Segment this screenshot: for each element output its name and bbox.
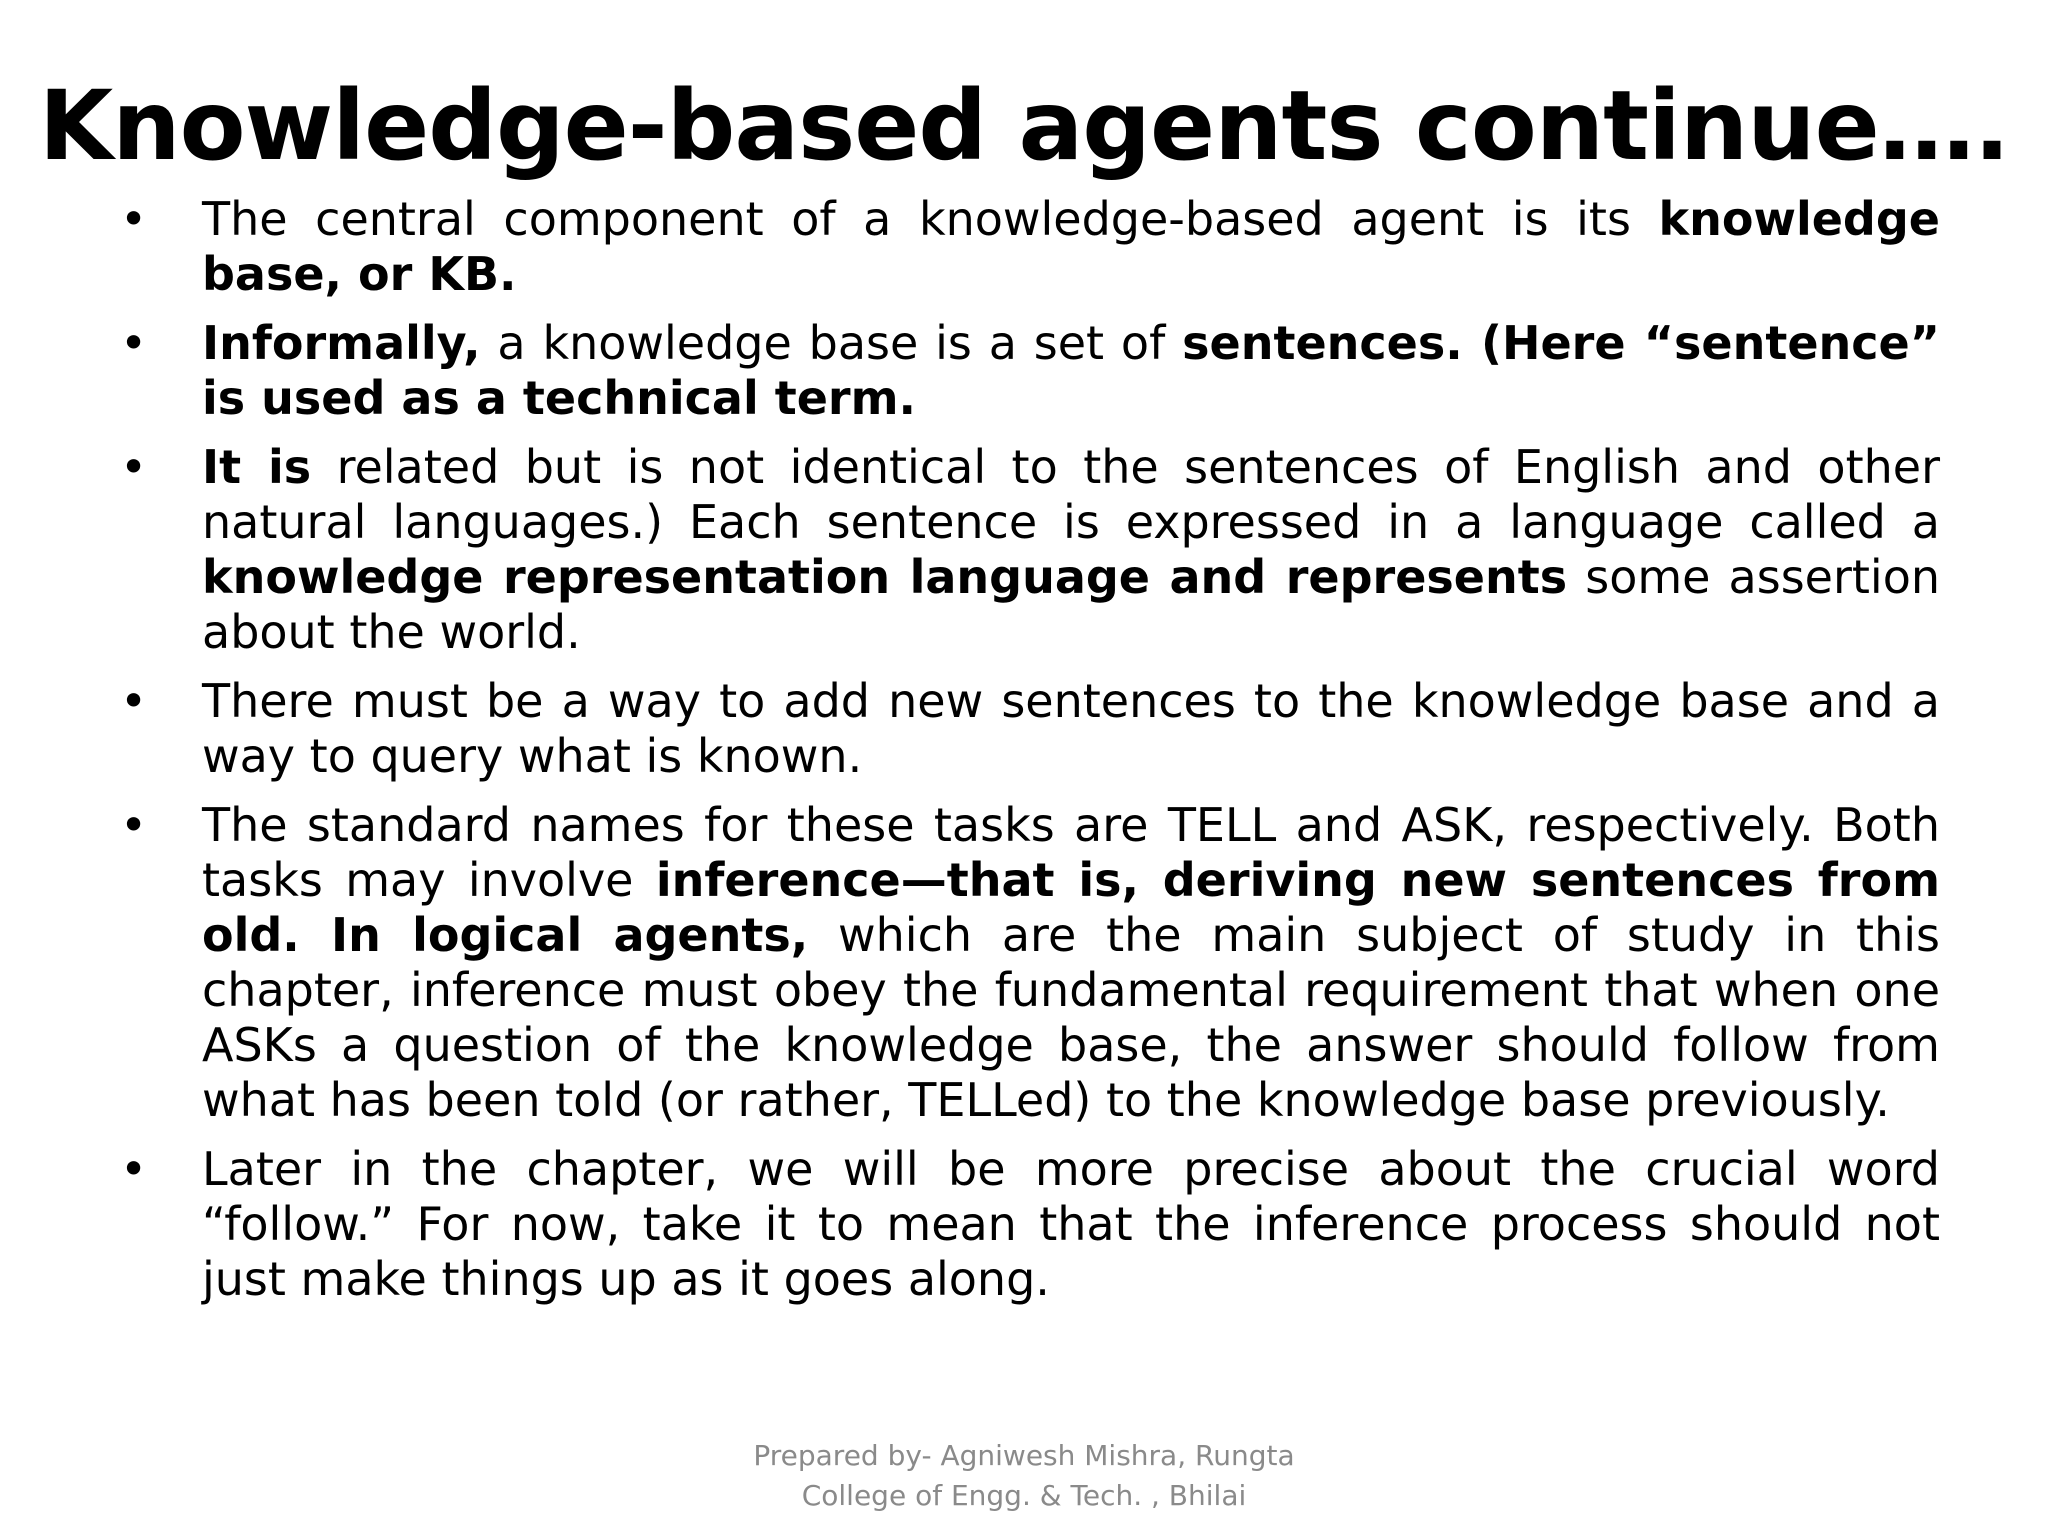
bullet-item bbox=[120, 798, 1940, 1128]
slide-footer bbox=[724, 1436, 1324, 1516]
bullet-text bbox=[202, 316, 1940, 425]
bullet-text bbox=[202, 674, 1940, 783]
bullet-icon: • bbox=[120, 316, 148, 370]
bullet-text bbox=[202, 1142, 1940, 1306]
text-segment: some assertion about the world. bbox=[202, 550, 1940, 659]
bullet-icon: • bbox=[120, 1142, 148, 1196]
bullet-item bbox=[120, 674, 1940, 784]
text-segment-bold: inference—that is, deriving new sentences from old. In logical agents, bbox=[202, 853, 1940, 962]
bullet-list bbox=[120, 192, 1940, 1321]
footer-line-2: College of Engg. & Tech. , Bhilai bbox=[801, 1479, 1247, 1512]
bullet-item bbox=[120, 1142, 1940, 1307]
text-segment-bold: knowledge representation language and represents bbox=[202, 550, 1568, 604]
bullet-icon: • bbox=[120, 192, 148, 246]
footer-line-1: Prepared by- Agniwesh Mishra, Rungta bbox=[753, 1439, 1295, 1472]
bullet-item bbox=[120, 192, 1940, 302]
bullet-item bbox=[120, 316, 1940, 426]
text-segment: which are the main subject of study in this chapter, inference must obey the fundamental requirement that when one ASKs a question of the knowledge base, the answer should follow from what has been told (or rather, TELLed) to the knowledge base previously. bbox=[202, 908, 1940, 1127]
bullet-text bbox=[202, 798, 1940, 1127]
text-segment: a knowledge base is a set of bbox=[480, 316, 1183, 370]
slide-title: Knowledge-based agents continue…. bbox=[38, 70, 2010, 182]
text-segment-bold: It is bbox=[202, 440, 312, 494]
bullet-text bbox=[202, 192, 1940, 301]
text-segment-bold: sentences. (Here “sentence” is used as a technical term. bbox=[202, 316, 1940, 425]
text-segment: There must be a way to add new sentences to the knowledge base and a way to query what is known. bbox=[202, 674, 1940, 783]
text-segment: related but is not identical to the sentences of English and other natural languages.) Each sentence is expressed in a language called a bbox=[202, 440, 1940, 549]
text-segment: The standard names for these tasks are TELL and ASK, respectively. Both tasks may involve bbox=[202, 798, 1940, 907]
bullet-item bbox=[120, 440, 1940, 660]
text-segment: Later in the chapter, we will be more precise about the crucial word “follow.” For now, take it to mean that the inference process should not just make things up as it goes along. bbox=[202, 1142, 1940, 1306]
bullet-icon: • bbox=[120, 674, 148, 728]
bullet-text bbox=[202, 440, 1940, 659]
bullet-icon: • bbox=[120, 798, 148, 852]
bullet-icon: • bbox=[120, 440, 148, 494]
text-segment-bold: knowledge base, or KB. bbox=[202, 192, 1940, 301]
text-segment-bold: Informally, bbox=[202, 316, 481, 370]
text-segment: The central component of a knowledge-based agent is its bbox=[202, 192, 1659, 246]
